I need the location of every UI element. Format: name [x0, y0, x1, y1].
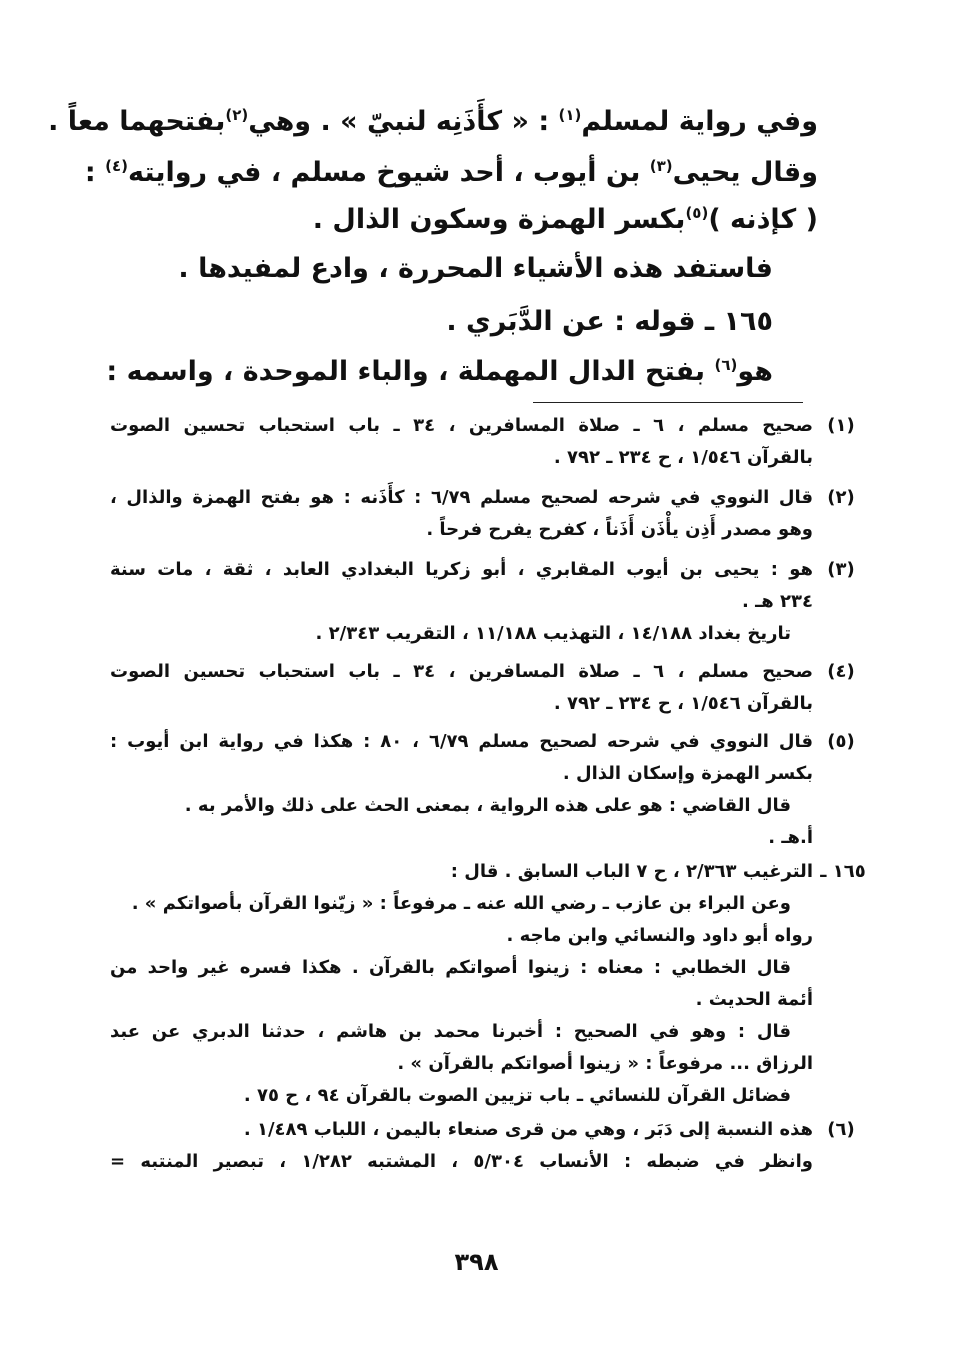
footnote-ref-4: (٤)	[105, 157, 128, 175]
footnote-165	[110, 856, 866, 1112]
main-text-line-2	[84, 151, 818, 195]
footnote-ref-3: (٣)	[649, 157, 673, 175]
footnote-6	[110, 1114, 855, 1178]
footnote-text: بالقرآن ١/٥٤٦ ، ح ٢٣٤ ـ ٧٩٢ .	[553, 447, 813, 468]
main-text-segment: : « كأَذَنِه لنبيّ » . وهي	[248, 106, 559, 137]
footnote-text: قال النووي في شرحه لصحيح مسلم ٦/٧٩ : كأَذَنه : هو بفتح الهمزة والذال ،	[110, 487, 814, 508]
main-text-segment: بفتحهما معاً .	[48, 106, 226, 137]
footnote-text: رواه أبو داود والنسائي وابن ماجه .	[506, 925, 813, 946]
footnote-text: قال : وهو في الصحيح : أخبرنا محمد بن هاشم ، حدثنا الدبري عن عبد	[110, 1021, 791, 1042]
footnotes	[110, 410, 866, 1178]
footnote-text: فضائل القرآن للنسائي ـ باب تزيين الصوت بالقرآن ٩٤ ، ح ٧٥ .	[243, 1085, 791, 1106]
main-text-segment: بكسر الهمزة وسكون الذال .	[312, 204, 686, 235]
footnote-text: أ.هـ .	[768, 827, 813, 848]
footnote-2	[110, 482, 855, 546]
main-text-line-3	[313, 198, 818, 242]
footnote-number: (٢)	[827, 487, 855, 508]
footnote-ref-1: (١)	[558, 106, 582, 124]
main-text-line-6	[106, 350, 773, 394]
footnote-text: هو : يحيى بن أيوب المقابري ، أبو زكريا البغدادي العابد ، ثقة ، مات سنة	[110, 559, 813, 580]
footnote-number: ١٦٥ ـ	[820, 861, 866, 882]
footnote-text: قال النووي في شرحه لصحيح مسلم ٦/٧٩ ، ٨٠ : هكذا في رواية ابن أيوب :	[110, 731, 813, 752]
footnote-text: تاريخ بغداد ١٤/١٨٨ ، التهذيب ١١/١٨٨ ، التقريب ٢/٣٤٣ .	[315, 623, 791, 644]
page-number: ٣٩٨	[454, 1248, 499, 1276]
main-text-segment: ( كإذنه )	[708, 204, 818, 235]
footnote-4	[110, 656, 855, 720]
main-text-line-1	[48, 100, 818, 144]
footnote-number: (٣)	[827, 559, 855, 580]
footnote-text: وهو مصدر أَذِن يأْذَن أَذَناً ، كفرح يفرح فرحاً .	[426, 519, 813, 540]
main-text-segment: وفي رواية لمسلم	[581, 106, 818, 137]
main-text-segment: وقال يحيى	[672, 157, 818, 188]
footnote-text: أئمة الحديث .	[695, 989, 813, 1010]
footnote-text: صحيح مسلم ، ٦ ـ صلاة المسافرين ، ٣٤ ـ باب استحباب تحسين الصوت	[110, 661, 813, 682]
footnote-ref-2: (٢)	[225, 106, 249, 124]
footnote-text: الترغيب ٢/٣٦٣ ، ح ٧ الباب السابق . قال :	[450, 861, 813, 882]
footnote-text: ٢٣٤ هـ .	[742, 591, 813, 612]
footnote-text: صحيح مسلم ، ٦ ـ صلاة المسافرين ، ٣٤ ـ باب استحباب تحسين الصوت	[110, 415, 813, 436]
footnote-text: وانظر في ضبطه : الأنساب ٥/٣٠٤ ، المشتبه ١/٢٨٢ ، تبصير المنتبه =	[110, 1151, 813, 1172]
footnote-number: (١)	[827, 415, 855, 436]
footnote-ref-5: (٥)	[685, 204, 709, 222]
footnote-ref-6: (٦)	[714, 356, 738, 374]
footnote-5	[110, 726, 855, 854]
entry-heading-165: ١٦٥ ـ قوله : عن الدَّبَري .	[446, 306, 773, 337]
footnote-3	[110, 554, 855, 650]
footnote-text: بكسر الهمزة وإسكان الذال .	[562, 763, 813, 784]
footnote-text: قال القاضي : هو على هذه الرواية ، بمعنى الحث على ذلك والأمر به .	[184, 795, 791, 816]
main-text-segment: بن أيوب ، أحد شيوخ مسلم ، في روايته	[127, 157, 650, 188]
footnote-text: الرزاق ... مرفوعاً : « زينوا أصواتكم بالقرآن » .	[397, 1053, 813, 1074]
footnote-divider	[533, 402, 803, 403]
footnote-number: (٦)	[827, 1119, 855, 1140]
main-text-line-4: فاستفد هذه الأشياء المحررة ، وادع لمفيدها .	[178, 253, 773, 284]
main-text-segment: :	[84, 157, 106, 188]
main-text-segment: هو	[737, 356, 773, 387]
footnote-number: (٤)	[827, 661, 855, 682]
footnote-number: (٥)	[827, 731, 855, 752]
footnote-1	[110, 410, 855, 474]
footnote-text: بالقرآن ١/٥٤٦ ، ح ٢٣٤ ـ ٧٩٢ .	[553, 693, 813, 714]
footnote-text: وعن البراء بن عازب ـ رضي الله عنه ـ مرفوعاً : « زيّنوا القرآن بأصواتكم » .	[131, 893, 791, 914]
main-text-segment: بفتح الدال المهملة ، والباء الموحدة ، واسمه :	[106, 356, 715, 387]
footnote-text: هذه النسبة إلى دَبَر ، وهي من قرى صنعاء باليمن ، اللباب ١/٤٨٩ .	[243, 1119, 813, 1140]
footnote-text: قال الخطابي : معناه : زينوا أصواتكم بالقرآن . هكذا فسره غير واحد من	[110, 957, 791, 978]
